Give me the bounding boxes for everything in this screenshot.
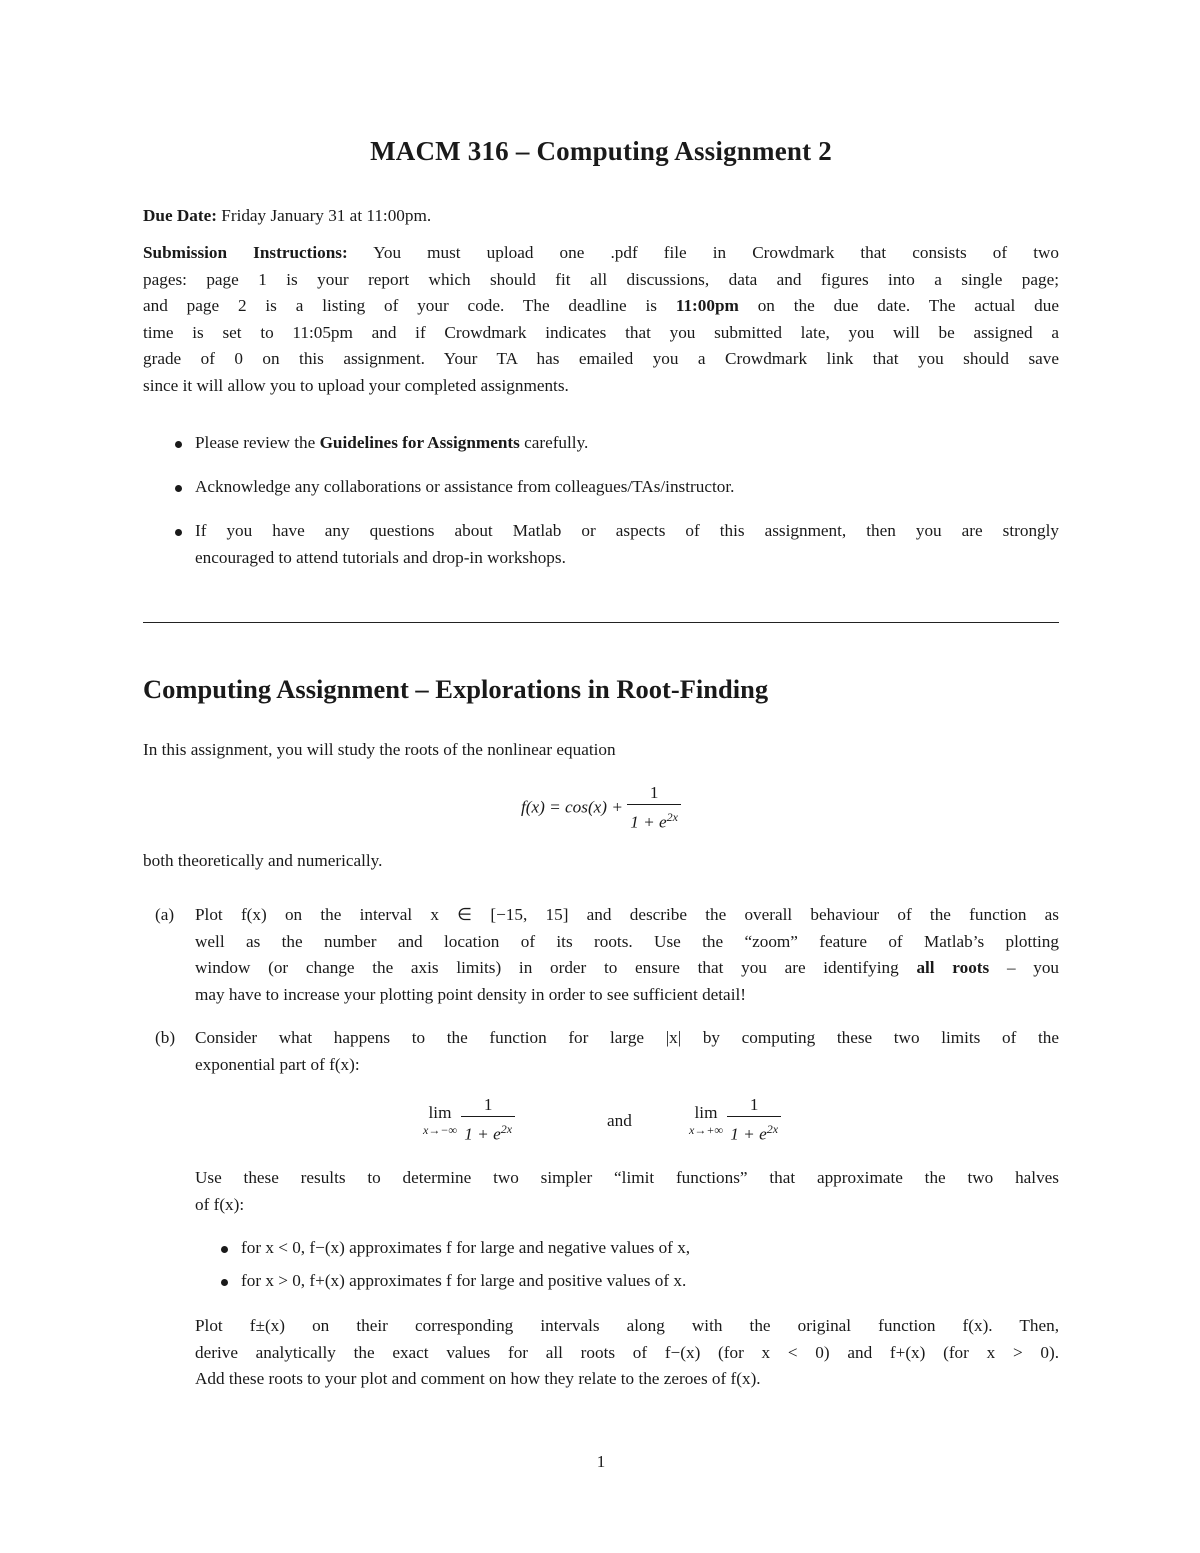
guideline-item-2: Acknowledge any collaborations or assistance from colleagues/TAs/instructor. bbox=[195, 477, 735, 496]
due-date-value: Friday January 31 at 11:00pm. bbox=[221, 206, 432, 225]
all-roots-emphasis: all roots bbox=[916, 958, 990, 977]
submission-line-4: time is set to 11:05pm and if Crowdmark indicates that you submitted late, you will be assigned a bbox=[143, 322, 1059, 342]
guidelines-link-text: Guidelines for Assignments bbox=[319, 433, 520, 452]
sub-bullet-2 bbox=[221, 1279, 228, 1286]
sub-item-1: for x < 0, f−(x) approximates f for large and negative values of x, bbox=[241, 1238, 691, 1257]
bullet-2 bbox=[175, 485, 182, 492]
section-intro: In this assignment, you will study the roots of the nonlinear equation bbox=[143, 740, 616, 759]
page-title: MACM 316 – Computing Assignment 2 bbox=[370, 136, 832, 166]
main-equation bbox=[143, 782, 1059, 835]
limit-2: lim x→+∞ $\frac{1}{1 + e^{2x}}$ bbox=[689, 1094, 781, 1147]
page-number: 1 bbox=[596, 1452, 606, 1471]
limit-1: lim x→−∞ $\frac{1}{1 + e^{2x}}$ bbox=[423, 1094, 515, 1147]
part-a-body: Plot f(x) on the interval x ∈ [−15, 15] and describe the overall behaviour of the function as well as the number and location of its roots. Use the “zoom” feature of Matlab’s plotting window (or change the axis limits) in order to ensure that you are identifying all roots – you may have to increase your plotting point density in order to see sufficient detail! bbox=[195, 905, 1060, 1004]
part-a-label: (a) bbox=[155, 905, 175, 924]
limits-and: and bbox=[607, 1111, 632, 1130]
guideline-item-1: Please review the Guidelines for Assignments carefully. bbox=[195, 433, 589, 452]
after-equation-text: both theoretically and numerically. bbox=[143, 851, 383, 870]
equation-fraction: $\frac{1}{1 + e^{2x}}$ bbox=[627, 782, 681, 835]
part-b-final-paragraph: Plot f±(x) on their corresponding intervals along with the original function f(x). Then, derive analytically the exact values for all roots of f−(x) (for x < 0) and f+(x) (for x > 0). Add these roots to your plot and comment on how they relate to the zeroes of f(x). bbox=[195, 1316, 1059, 1388]
due-date-line bbox=[143, 203, 431, 230]
section-heading: Computing Assignment – Explorations in Root-Finding bbox=[143, 674, 769, 704]
submission-label: Submission Instructions: bbox=[143, 243, 348, 262]
deadline-time: 11:00pm bbox=[675, 296, 739, 315]
submission-instructions bbox=[143, 240, 1059, 399]
guideline-item-3: If you have any questions about Matlab or aspects of this assignment, then you are strongly encouraged to attend tutorials and drop-in workshops. bbox=[195, 521, 1059, 567]
submission-line-1: Submission Instructions: You must upload one .pdf file in Crowdmark that consists of two bbox=[143, 243, 1059, 262]
submission-line-3: and page 2 is a listing of your code. The deadline is 11:00pm on the due date. The actual due bbox=[143, 296, 1059, 315]
horizontal-divider bbox=[143, 622, 1059, 623]
bullet-3 bbox=[175, 529, 182, 536]
due-date-label: Due Date: bbox=[143, 206, 217, 225]
submission-line-6: since it will allow you to upload your completed assignments. bbox=[143, 375, 569, 395]
sub-item-2: for x > 0, f+(x) approximates f for large and positive values of x. bbox=[241, 1271, 687, 1290]
submission-line-2: pages: page 1 is your report which should fit all discussions, data and figures into a single page; bbox=[143, 269, 1059, 289]
submission-line-5: grade of 0 on this assignment. Your TA has emailed you a Crowdmark link that you should save bbox=[143, 349, 1059, 368]
part-b-body: Consider what happens to the function for large |x| by computing these two limits of the exponential part of f(x): bbox=[195, 1028, 1059, 1074]
part-b-limit-functions: Use these results to determine two simpler “limit functions” that approximate the two halves of f(x): bbox=[195, 1168, 1059, 1214]
part-b-label: (b) bbox=[155, 1028, 176, 1047]
equation-lhs: f(x) = cos(x) + bbox=[521, 797, 623, 817]
sub-bullet-1 bbox=[221, 1246, 228, 1253]
bullet-1 bbox=[175, 441, 182, 448]
